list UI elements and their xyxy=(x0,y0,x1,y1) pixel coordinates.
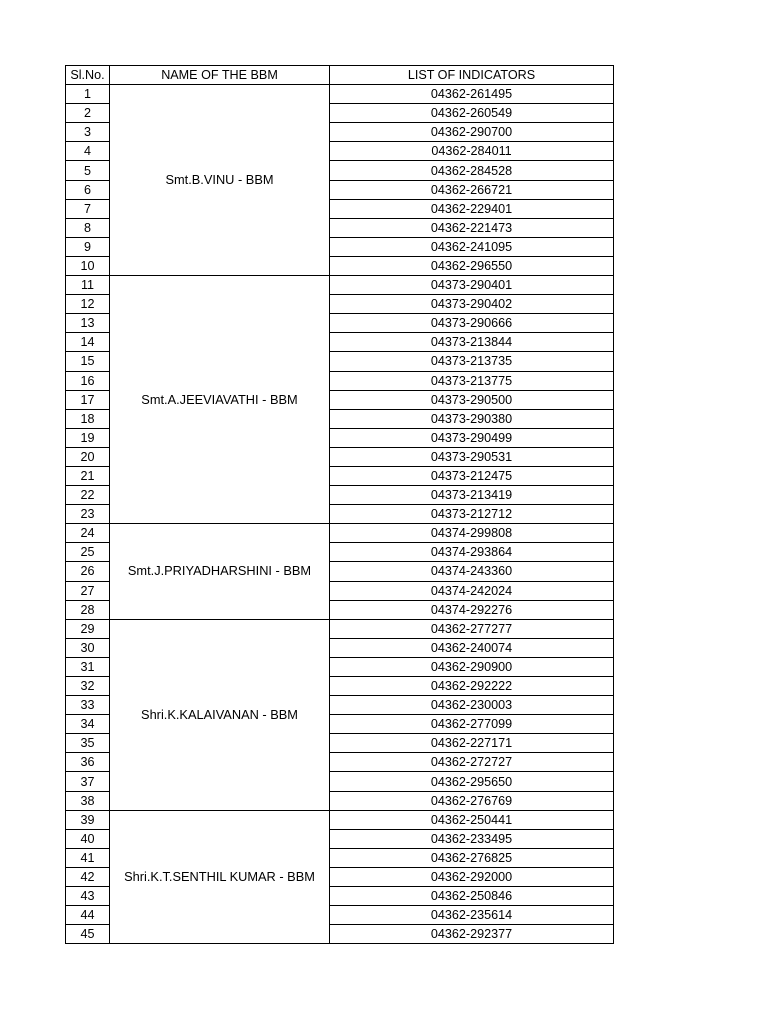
indicator-cell[interactable]: 04362-233495 xyxy=(330,829,614,848)
indicator-cell[interactable]: 04362-230003 xyxy=(330,696,614,715)
sl-no-cell[interactable]: 10 xyxy=(66,256,110,275)
header-name[interactable]: NAME OF THE BBM xyxy=(110,66,330,85)
indicator-cell[interactable]: 04362-290900 xyxy=(330,657,614,676)
indicator-cell[interactable]: 04373-213775 xyxy=(330,371,614,390)
sl-no-cell[interactable]: 13 xyxy=(66,314,110,333)
bbm-name-cell[interactable]: Shri.K.T.SENTHIL KUMAR - BBM xyxy=(110,810,330,944)
bbm-name-cell[interactable]: Smt.B.VINU - BBM xyxy=(110,85,330,276)
sl-no-cell[interactable]: 8 xyxy=(66,218,110,237)
sl-no-cell[interactable]: 41 xyxy=(66,848,110,867)
indicator-cell[interactable]: 04374-299808 xyxy=(330,524,614,543)
header-sl-no[interactable]: Sl.No. xyxy=(66,66,110,85)
sl-no-cell[interactable]: 23 xyxy=(66,505,110,524)
bbm-name-cell[interactable]: Smt.J.PRIYADHARSHINI - BBM xyxy=(110,524,330,619)
sl-no-cell[interactable]: 43 xyxy=(66,887,110,906)
sl-no-cell[interactable]: 3 xyxy=(66,123,110,142)
indicator-cell[interactable]: 04374-243360 xyxy=(330,562,614,581)
table-row xyxy=(66,619,614,638)
sl-no-cell[interactable]: 5 xyxy=(66,161,110,180)
sl-no-cell[interactable]: 37 xyxy=(66,772,110,791)
sl-no-cell[interactable]: 27 xyxy=(66,581,110,600)
sl-no-cell[interactable]: 35 xyxy=(66,734,110,753)
indicator-cell[interactable]: 04373-212712 xyxy=(330,505,614,524)
sl-no-cell[interactable]: 34 xyxy=(66,715,110,734)
table-row xyxy=(66,524,614,543)
table-row xyxy=(66,85,614,104)
indicator-cell[interactable]: 04362-221473 xyxy=(330,218,614,237)
indicator-cell[interactable]: 04373-290500 xyxy=(330,390,614,409)
indicator-cell[interactable]: 04362-266721 xyxy=(330,180,614,199)
indicator-cell[interactable]: 04374-292276 xyxy=(330,600,614,619)
indicator-cell[interactable]: 04362-292377 xyxy=(330,925,614,944)
sl-no-cell[interactable]: 31 xyxy=(66,657,110,676)
indicator-cell[interactable]: 04362-261495 xyxy=(330,85,614,104)
sl-no-cell[interactable]: 6 xyxy=(66,180,110,199)
indicator-cell[interactable]: 04374-293864 xyxy=(330,543,614,562)
indicator-cell[interactable]: 04362-240074 xyxy=(330,638,614,657)
indicator-cell[interactable]: 04362-296550 xyxy=(330,256,614,275)
indicator-cell[interactable]: 04362-241095 xyxy=(330,237,614,256)
sl-no-cell[interactable]: 2 xyxy=(66,104,110,123)
indicator-cell[interactable]: 04373-213735 xyxy=(330,352,614,371)
sl-no-cell[interactable]: 30 xyxy=(66,638,110,657)
indicator-cell[interactable]: 04362-295650 xyxy=(330,772,614,791)
table-row xyxy=(66,810,614,829)
header-row xyxy=(66,66,614,85)
indicator-cell[interactable]: 04362-235614 xyxy=(330,906,614,925)
sl-no-cell[interactable]: 38 xyxy=(66,791,110,810)
sl-no-cell[interactable]: 25 xyxy=(66,543,110,562)
sl-no-cell[interactable]: 20 xyxy=(66,447,110,466)
indicator-cell[interactable]: 04362-277099 xyxy=(330,715,614,734)
sl-no-cell[interactable]: 24 xyxy=(66,524,110,543)
spreadsheet-page xyxy=(65,65,614,944)
indicator-cell[interactable]: 04373-213844 xyxy=(330,333,614,352)
sl-no-cell[interactable]: 4 xyxy=(66,142,110,161)
indicator-cell[interactable]: 04362-284011 xyxy=(330,142,614,161)
sl-no-cell[interactable]: 18 xyxy=(66,409,110,428)
sl-no-cell[interactable]: 14 xyxy=(66,333,110,352)
sl-no-cell[interactable]: 15 xyxy=(66,352,110,371)
bbm-indicator-table xyxy=(65,65,614,944)
indicator-cell[interactable]: 04362-250846 xyxy=(330,887,614,906)
sl-no-cell[interactable]: 12 xyxy=(66,295,110,314)
indicator-cell[interactable]: 04362-229401 xyxy=(330,199,614,218)
sl-no-cell[interactable]: 42 xyxy=(66,867,110,886)
sl-no-cell[interactable]: 36 xyxy=(66,753,110,772)
sl-no-cell[interactable]: 28 xyxy=(66,600,110,619)
indicator-cell[interactable]: 04362-276769 xyxy=(330,791,614,810)
sl-no-cell[interactable]: 7 xyxy=(66,199,110,218)
sl-no-cell[interactable]: 21 xyxy=(66,466,110,485)
indicator-cell[interactable]: 04373-290380 xyxy=(330,409,614,428)
sl-no-cell[interactable]: 9 xyxy=(66,237,110,256)
indicator-cell[interactable]: 04362-227171 xyxy=(330,734,614,753)
sl-no-cell[interactable]: 1 xyxy=(66,85,110,104)
sl-no-cell[interactable]: 26 xyxy=(66,562,110,581)
bbm-name-cell[interactable]: Smt.A.JEEVIAVATHI - BBM xyxy=(110,276,330,524)
header-indicators[interactable]: LIST OF INDICATORS xyxy=(330,66,614,85)
indicator-cell[interactable]: 04373-212475 xyxy=(330,466,614,485)
sl-no-cell[interactable]: 29 xyxy=(66,619,110,638)
indicator-cell[interactable]: 04362-250441 xyxy=(330,810,614,829)
sl-no-cell[interactable]: 39 xyxy=(66,810,110,829)
indicator-cell[interactable]: 04362-284528 xyxy=(330,161,614,180)
indicator-cell[interactable]: 04362-272727 xyxy=(330,753,614,772)
sl-no-cell[interactable]: 22 xyxy=(66,486,110,505)
indicator-cell[interactable]: 04362-292000 xyxy=(330,867,614,886)
sl-no-cell[interactable]: 33 xyxy=(66,696,110,715)
sl-no-cell[interactable]: 11 xyxy=(66,276,110,295)
sl-no-cell[interactable]: 44 xyxy=(66,906,110,925)
table-row xyxy=(66,276,614,295)
indicator-cell[interactable]: 04362-290700 xyxy=(330,123,614,142)
indicator-cell[interactable]: 04373-290499 xyxy=(330,428,614,447)
indicator-cell[interactable]: 04373-290401 xyxy=(330,276,614,295)
indicator-cell[interactable]: 04362-260549 xyxy=(330,104,614,123)
indicator-cell[interactable]: 04362-292222 xyxy=(330,677,614,696)
sl-no-cell[interactable]: 16 xyxy=(66,371,110,390)
indicator-cell[interactable]: 04362-277277 xyxy=(330,619,614,638)
indicator-cell[interactable]: 04373-290666 xyxy=(330,314,614,333)
indicator-cell[interactable]: 04362-276825 xyxy=(330,848,614,867)
sl-no-cell[interactable]: 40 xyxy=(66,829,110,848)
sl-no-cell[interactable]: 32 xyxy=(66,677,110,696)
sl-no-cell[interactable]: 17 xyxy=(66,390,110,409)
sl-no-cell[interactable]: 45 xyxy=(66,925,110,944)
indicator-cell[interactable]: 04373-290402 xyxy=(330,295,614,314)
indicator-cell[interactable]: 04373-213419 xyxy=(330,486,614,505)
bbm-name-cell[interactable]: Shri.K.KALAIVANAN - BBM xyxy=(110,619,330,810)
sl-no-cell[interactable]: 19 xyxy=(66,428,110,447)
indicator-cell[interactable]: 04373-290531 xyxy=(330,447,614,466)
indicator-cell[interactable]: 04374-242024 xyxy=(330,581,614,600)
